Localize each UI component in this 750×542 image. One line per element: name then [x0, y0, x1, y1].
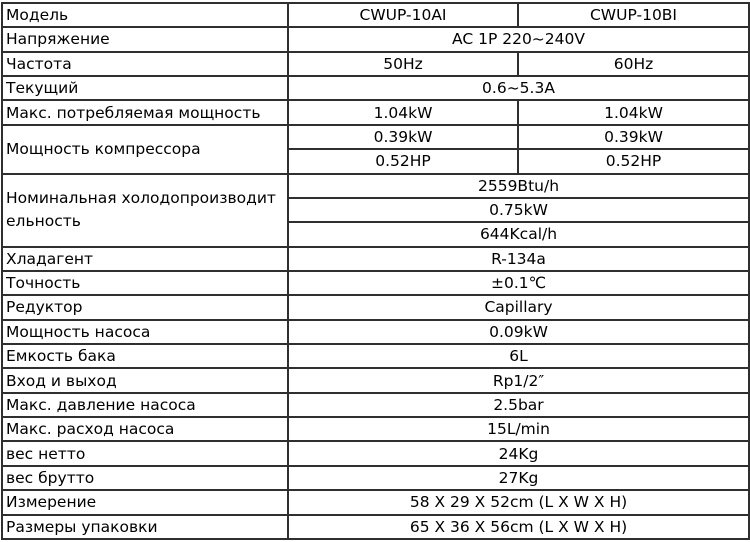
capacity-kcal-cell: 644Kcal/h	[288, 222, 749, 246]
row-label-gross-weight: вес брутто	[2, 466, 288, 490]
compressor-kw-a-cell: 0.39kW	[288, 125, 518, 149]
row-label-max-power: Макс. потребляемая мощность	[2, 100, 288, 124]
row-label-inlet-outlet: Вход и выход	[2, 368, 288, 392]
table-row-inlet-outlet	[2, 368, 749, 392]
frequency-a-cell: 50Hz	[288, 52, 518, 76]
inlet-outlet-cell: Rp1/2″	[288, 368, 749, 392]
row-label-accuracy: Точность	[2, 271, 288, 295]
table-row-frequency	[2, 52, 749, 76]
current-cell: 0.6~5.3A	[288, 76, 749, 100]
table-row-net-weight	[2, 441, 749, 465]
row-label-current: Текущий	[2, 76, 288, 100]
table-row-dimensions	[2, 490, 749, 514]
row-label-compressor-power: Мощность компрессора	[2, 125, 288, 174]
refrigerant-cell: R-134a	[288, 247, 749, 271]
table-row-tank-capacity	[2, 344, 749, 368]
table-row-compressor-kw	[2, 125, 749, 149]
row-label-max-pump-flow: Макс. расход насоса	[2, 417, 288, 441]
frequency-b-cell: 60Hz	[518, 52, 749, 76]
model-a-cell: CWUP-10AI	[288, 3, 518, 27]
table-row-model	[2, 3, 749, 27]
table-row-max-pump-pressure	[2, 393, 749, 417]
voltage-cell: AC 1P 220~240V	[288, 27, 749, 51]
table-row-max-pump-flow	[2, 417, 749, 441]
compressor-hp-b-cell: 0.52HP	[518, 149, 749, 173]
capacity-kw-cell: 0.75kW	[288, 198, 749, 222]
dimensions-cell: 58 X 29 X 52cm (L X W X H)	[288, 490, 749, 514]
pump-power-cell: 0.09kW	[288, 320, 749, 344]
max-pump-pressure-cell: 2.5bar	[288, 393, 749, 417]
row-label-tank-capacity: Емкость бака	[2, 344, 288, 368]
row-label-net-weight: вес нетто	[2, 441, 288, 465]
accuracy-cell: ±0.1℃	[288, 271, 749, 295]
table-row-accuracy	[2, 271, 749, 295]
row-label-frequency: Частота	[2, 52, 288, 76]
row-label-nominal-capacity: Номинальная холодопроизводительность	[2, 174, 288, 247]
capacity-btu-cell: 2559Btu/h	[288, 174, 749, 198]
compressor-kw-b-cell: 0.39kW	[518, 125, 749, 149]
table-row-voltage	[2, 27, 749, 51]
row-label-package-size: Размеры упаковки	[2, 515, 288, 539]
table-row-reducer	[2, 295, 749, 319]
table-row-gross-weight	[2, 466, 749, 490]
compressor-hp-a-cell: 0.52HP	[288, 149, 518, 173]
row-label-model: Модель	[2, 3, 288, 27]
gross-weight-cell: 27Kg	[288, 466, 749, 490]
reducer-cell: Capillary	[288, 295, 749, 319]
row-label-pump-power: Мощность насоса	[2, 320, 288, 344]
max-power-a-cell: 1.04kW	[288, 100, 518, 124]
row-label-reducer: Редуктор	[2, 295, 288, 319]
table-row-refrigerant	[2, 247, 749, 271]
row-label-refrigerant: Хладагент	[2, 247, 288, 271]
table-row-capacity-btu	[2, 174, 749, 198]
package-size-cell: 65 X 36 X 56cm (L X W X H)	[288, 515, 749, 539]
row-label-dimensions: Измерение	[2, 490, 288, 514]
max-power-b-cell: 1.04kW	[518, 100, 749, 124]
spec-table	[1, 2, 750, 540]
max-pump-flow-cell: 15L/min	[288, 417, 749, 441]
net-weight-cell: 24Kg	[288, 441, 749, 465]
table-row-package-size	[2, 515, 749, 539]
model-b-cell: CWUP-10BI	[518, 3, 749, 27]
table-row-current	[2, 76, 749, 100]
row-label-voltage: Напряжение	[2, 27, 288, 51]
tank-capacity-cell: 6L	[288, 344, 749, 368]
row-label-max-pump-pressure: Макс. давление насоса	[2, 393, 288, 417]
table-row-max-power	[2, 100, 749, 124]
table-row-pump-power	[2, 320, 749, 344]
